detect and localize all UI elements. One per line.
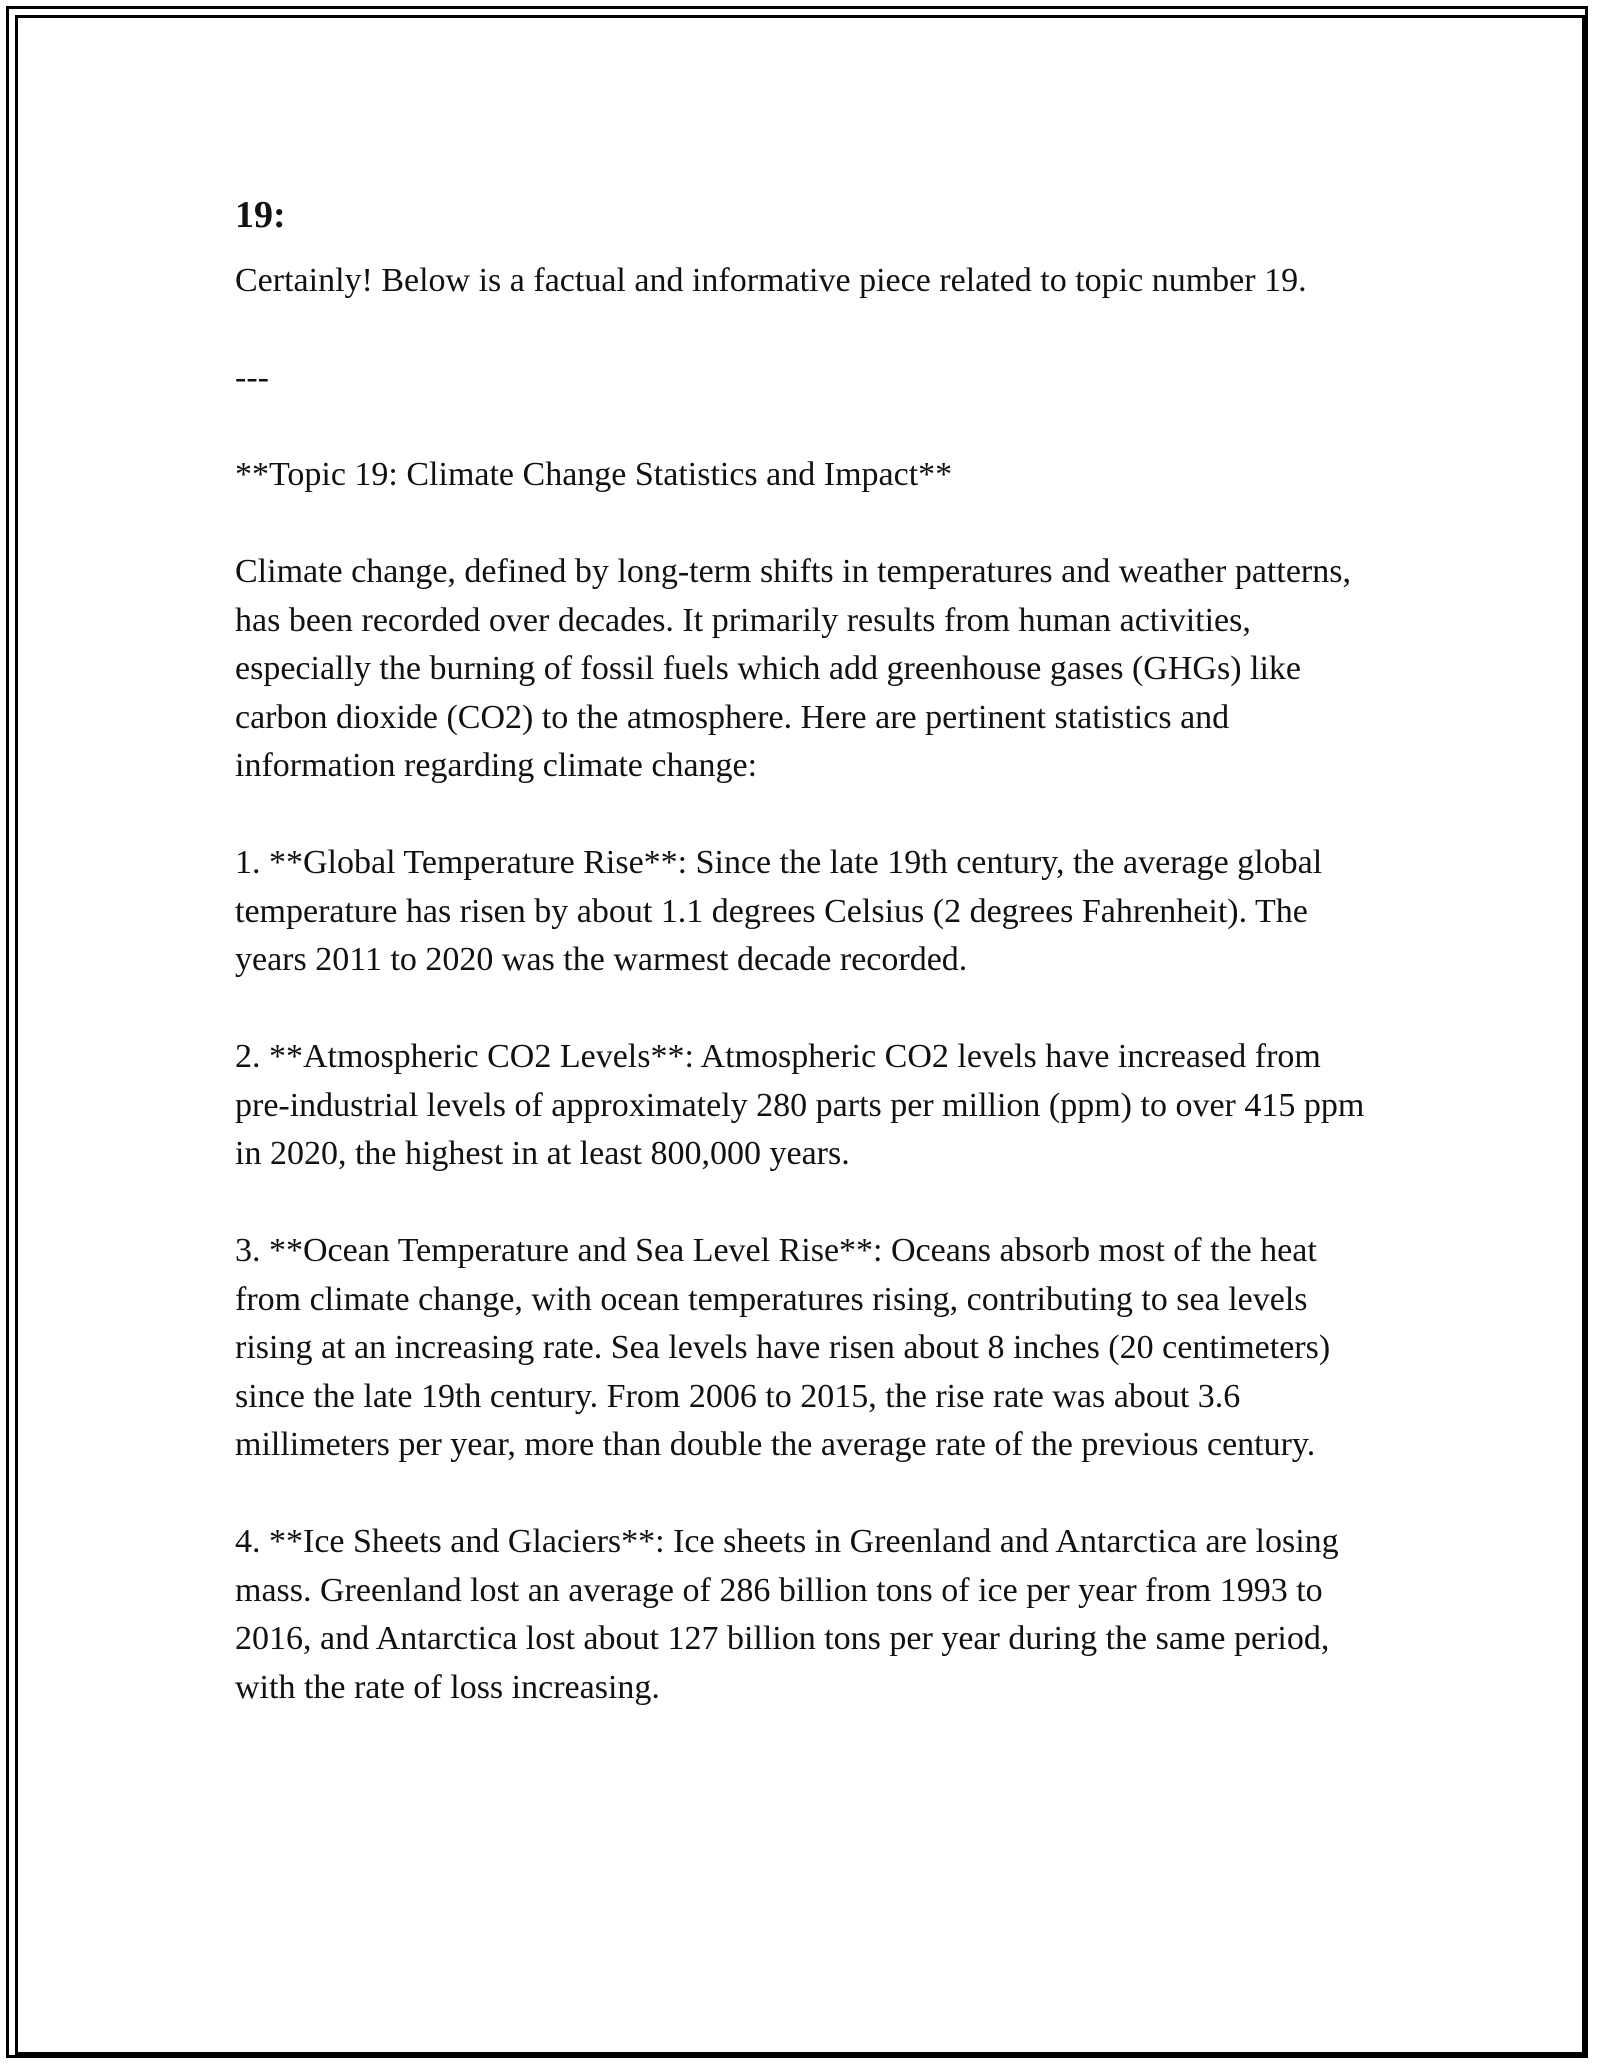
list-item-global-temperature: 1. **Global Temperature Rise**: Since the late 19th century, the average global temperature has risen by about 1.1 degrees Celsius (2 degrees Fahrenheit). The years 2011 to 2020 was the warmest decade recorded.: [235, 844, 1331, 978]
list-item-ocean-sea-level: 3. **Ocean Temperature and Sea Level Rise**: Oceans absorb most of the heat from climate change, with ocean temperatures rising, contributing to sea levels rising at an increasing rate. Sea levels have risen about 8 inches (20 centimeters) since the late 19th century. From 2006 to 2015, the rise rate was about 3.6 millimeters per year, more than double the average rate of the previous century.: [235, 1232, 1339, 1463]
intro-paragraph: Certainly! Below is a factual and informative piece related to topic number 19.: [235, 262, 1307, 299]
document-heading: 19:: [235, 194, 286, 236]
topic-title: **Topic 19: Climate Change Statistics and Impact**: [235, 456, 953, 493]
separator-line: ---: [235, 359, 269, 396]
list-item-ice-sheets: 4. **Ice Sheets and Glaciers**: Ice sheets in Greenland and Antarctica are losing mass. Greenland lost an average of 286 billion tons of ice per year from 1993 to 2016, and Antarctica lost about 127 billion tons per year during the same period, with the rate of loss increasing.: [235, 1523, 1348, 1706]
document-body: [235, 185, 1373, 1761]
list-item-co2-levels: 2. **Atmospheric CO2 Levels**: Atmospheric CO2 levels have increased from pre-industrial levels of approximately 280 parts per million (ppm) to over 415 ppm in 2020, the highest in at least 800,000 years.: [235, 1038, 1373, 1172]
overview-paragraph: Climate change, defined by long-term shifts in temperatures and weather patterns, has been recorded over decades. It primarily results from human activities, especially the burning of fossil fuels which add greenhouse gases (GHGs) like carbon dioxide (CO2) to the atmosphere. Here are pertinent statistics and information regarding climate change:: [235, 553, 1360, 784]
